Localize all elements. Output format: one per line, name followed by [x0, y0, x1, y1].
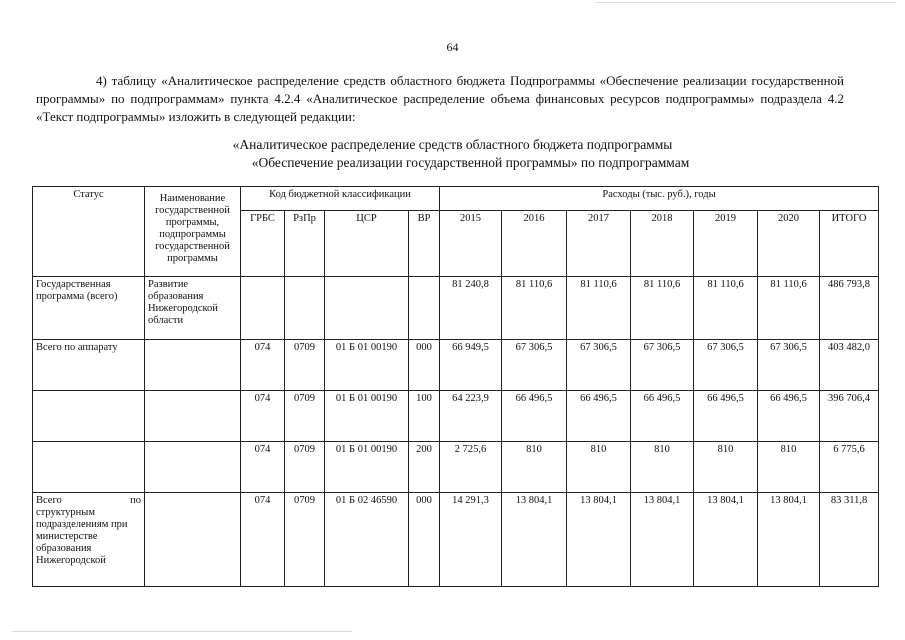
cell-2016: 67 306,5	[502, 340, 567, 391]
cell-total: 486 793,8	[820, 277, 879, 340]
cell-total: 396 706,4	[820, 391, 879, 442]
cell-2015: 14 291,3	[440, 493, 502, 587]
header-expenses-group: Расходы (тыс. руб.), годы	[440, 187, 879, 211]
cell-grbs: 074	[241, 340, 285, 391]
cell-rzpr: 0709	[285, 442, 325, 493]
header-name: Наименование государственной программы, подпрограммы государственной программы	[145, 187, 241, 277]
row-name	[145, 493, 241, 587]
cell-total: 403 482,0	[820, 340, 879, 391]
header-csr: ЦСР	[325, 211, 409, 277]
cell-csr: 01 Б 01 00190	[325, 442, 409, 493]
cell-grbs: 074	[241, 493, 285, 587]
cell-grbs: 074	[241, 391, 285, 442]
status-rest: структурным подразделениям при министерстве образования Нижегородской	[36, 507, 128, 567]
cell-2019: 66 496,5	[694, 391, 758, 442]
cell-2016: 810	[502, 442, 567, 493]
row-name: Развитие образования Нижегородской области	[145, 277, 241, 340]
cell-2018: 810	[631, 442, 694, 493]
cell-grbs: 074	[241, 442, 285, 493]
table-title-line-1: «Аналитическое распределение средств областного бюджета подпрограммы	[232, 137, 673, 152]
cell-2019: 81 110,6	[694, 277, 758, 340]
header-status: Статус	[33, 187, 145, 277]
cell-2015: 66 949,5	[440, 340, 502, 391]
table-title	[0, 136, 905, 172]
header-year-2015: 2015	[440, 211, 502, 277]
cell-2018: 81 110,6	[631, 277, 694, 340]
header-rzpr: РзПр	[285, 211, 325, 277]
cell-vr: 100	[409, 391, 440, 442]
cell-2016: 13 804,1	[502, 493, 567, 587]
table-title-line-2: «Обеспечение реализации государственной программы» по подпрограммам	[251, 155, 690, 170]
cell-csr: 01 Б 02 46590	[325, 493, 409, 587]
page-number: 64	[446, 40, 459, 54]
row-name	[145, 340, 241, 391]
status-word-2: по	[130, 495, 141, 507]
header-year-2016: 2016	[502, 211, 567, 277]
cell-vr: 000	[409, 340, 440, 391]
row-name	[145, 391, 241, 442]
header-year-2020: 2020	[758, 211, 820, 277]
cell-csr	[325, 277, 409, 340]
row-status	[33, 391, 145, 442]
cell-2019: 810	[694, 442, 758, 493]
cell-2017: 13 804,1	[567, 493, 631, 587]
header-vr: ВР	[409, 211, 440, 277]
header-year-2018: 2018	[631, 211, 694, 277]
table-row	[33, 391, 879, 442]
cell-2017: 66 496,5	[567, 391, 631, 442]
table-row	[33, 277, 879, 340]
header-year-2017: 2017	[567, 211, 631, 277]
intro-paragraph: 4) таблицу «Аналитическое распределение средств областного бюджета Подпрограммы «Обеспечение реализации государственной программы» по подпрограммам» пункта 4.2.4 «Аналитическое распределение объема финансовых ресурсов подпрограммы» подраздела 4.2 «Текст подпрограммы» изложить в следующей редакции:	[36, 73, 844, 124]
header-code-group: Код бюджетной классификации	[241, 187, 440, 211]
cell-2020: 810	[758, 442, 820, 493]
cell-total: 6 775,6	[820, 442, 879, 493]
cell-2019: 13 804,1	[694, 493, 758, 587]
cell-2020: 67 306,5	[758, 340, 820, 391]
row-status	[33, 493, 145, 587]
cell-2017: 81 110,6	[567, 277, 631, 340]
cell-rzpr: 0709	[285, 493, 325, 587]
scan-artifact-top	[595, 2, 895, 3]
cell-2020: 13 804,1	[758, 493, 820, 587]
row-status	[33, 442, 145, 493]
scan-artifact-bottom	[12, 631, 352, 632]
header-year-2019: 2019	[694, 211, 758, 277]
table-row	[33, 340, 879, 391]
cell-2017: 67 306,5	[567, 340, 631, 391]
cell-2018: 67 306,5	[631, 340, 694, 391]
status-word-1: Всего	[36, 495, 62, 507]
row-name	[145, 442, 241, 493]
row-status: Всего по аппарату	[33, 340, 145, 391]
cell-2018: 13 804,1	[631, 493, 694, 587]
cell-vr: 200	[409, 442, 440, 493]
cell-vr: 000	[409, 493, 440, 587]
header-grbs: ГРБС	[241, 211, 285, 277]
cell-2015: 2 725,6	[440, 442, 502, 493]
budget-table	[32, 186, 879, 587]
status-first-line	[36, 495, 141, 507]
table-row	[33, 442, 879, 493]
cell-rzpr	[285, 277, 325, 340]
cell-2019: 67 306,5	[694, 340, 758, 391]
row-status: Государственная программа (всего)	[33, 277, 145, 340]
cell-rzpr: 0709	[285, 391, 325, 442]
table-row	[33, 493, 879, 587]
cell-2020: 66 496,5	[758, 391, 820, 442]
cell-2020: 81 110,6	[758, 277, 820, 340]
header-total: ИТОГО	[820, 211, 879, 277]
cell-grbs	[241, 277, 285, 340]
cell-csr: 01 Б 01 00190	[325, 391, 409, 442]
cell-2016: 81 110,6	[502, 277, 567, 340]
cell-2015: 81 240,8	[440, 277, 502, 340]
cell-2015: 64 223,9	[440, 391, 502, 442]
cell-vr	[409, 277, 440, 340]
cell-2017: 810	[567, 442, 631, 493]
cell-2018: 66 496,5	[631, 391, 694, 442]
cell-2016: 66 496,5	[502, 391, 567, 442]
cell-total: 83 311,8	[820, 493, 879, 587]
cell-rzpr: 0709	[285, 340, 325, 391]
cell-csr: 01 Б 01 00190	[325, 340, 409, 391]
